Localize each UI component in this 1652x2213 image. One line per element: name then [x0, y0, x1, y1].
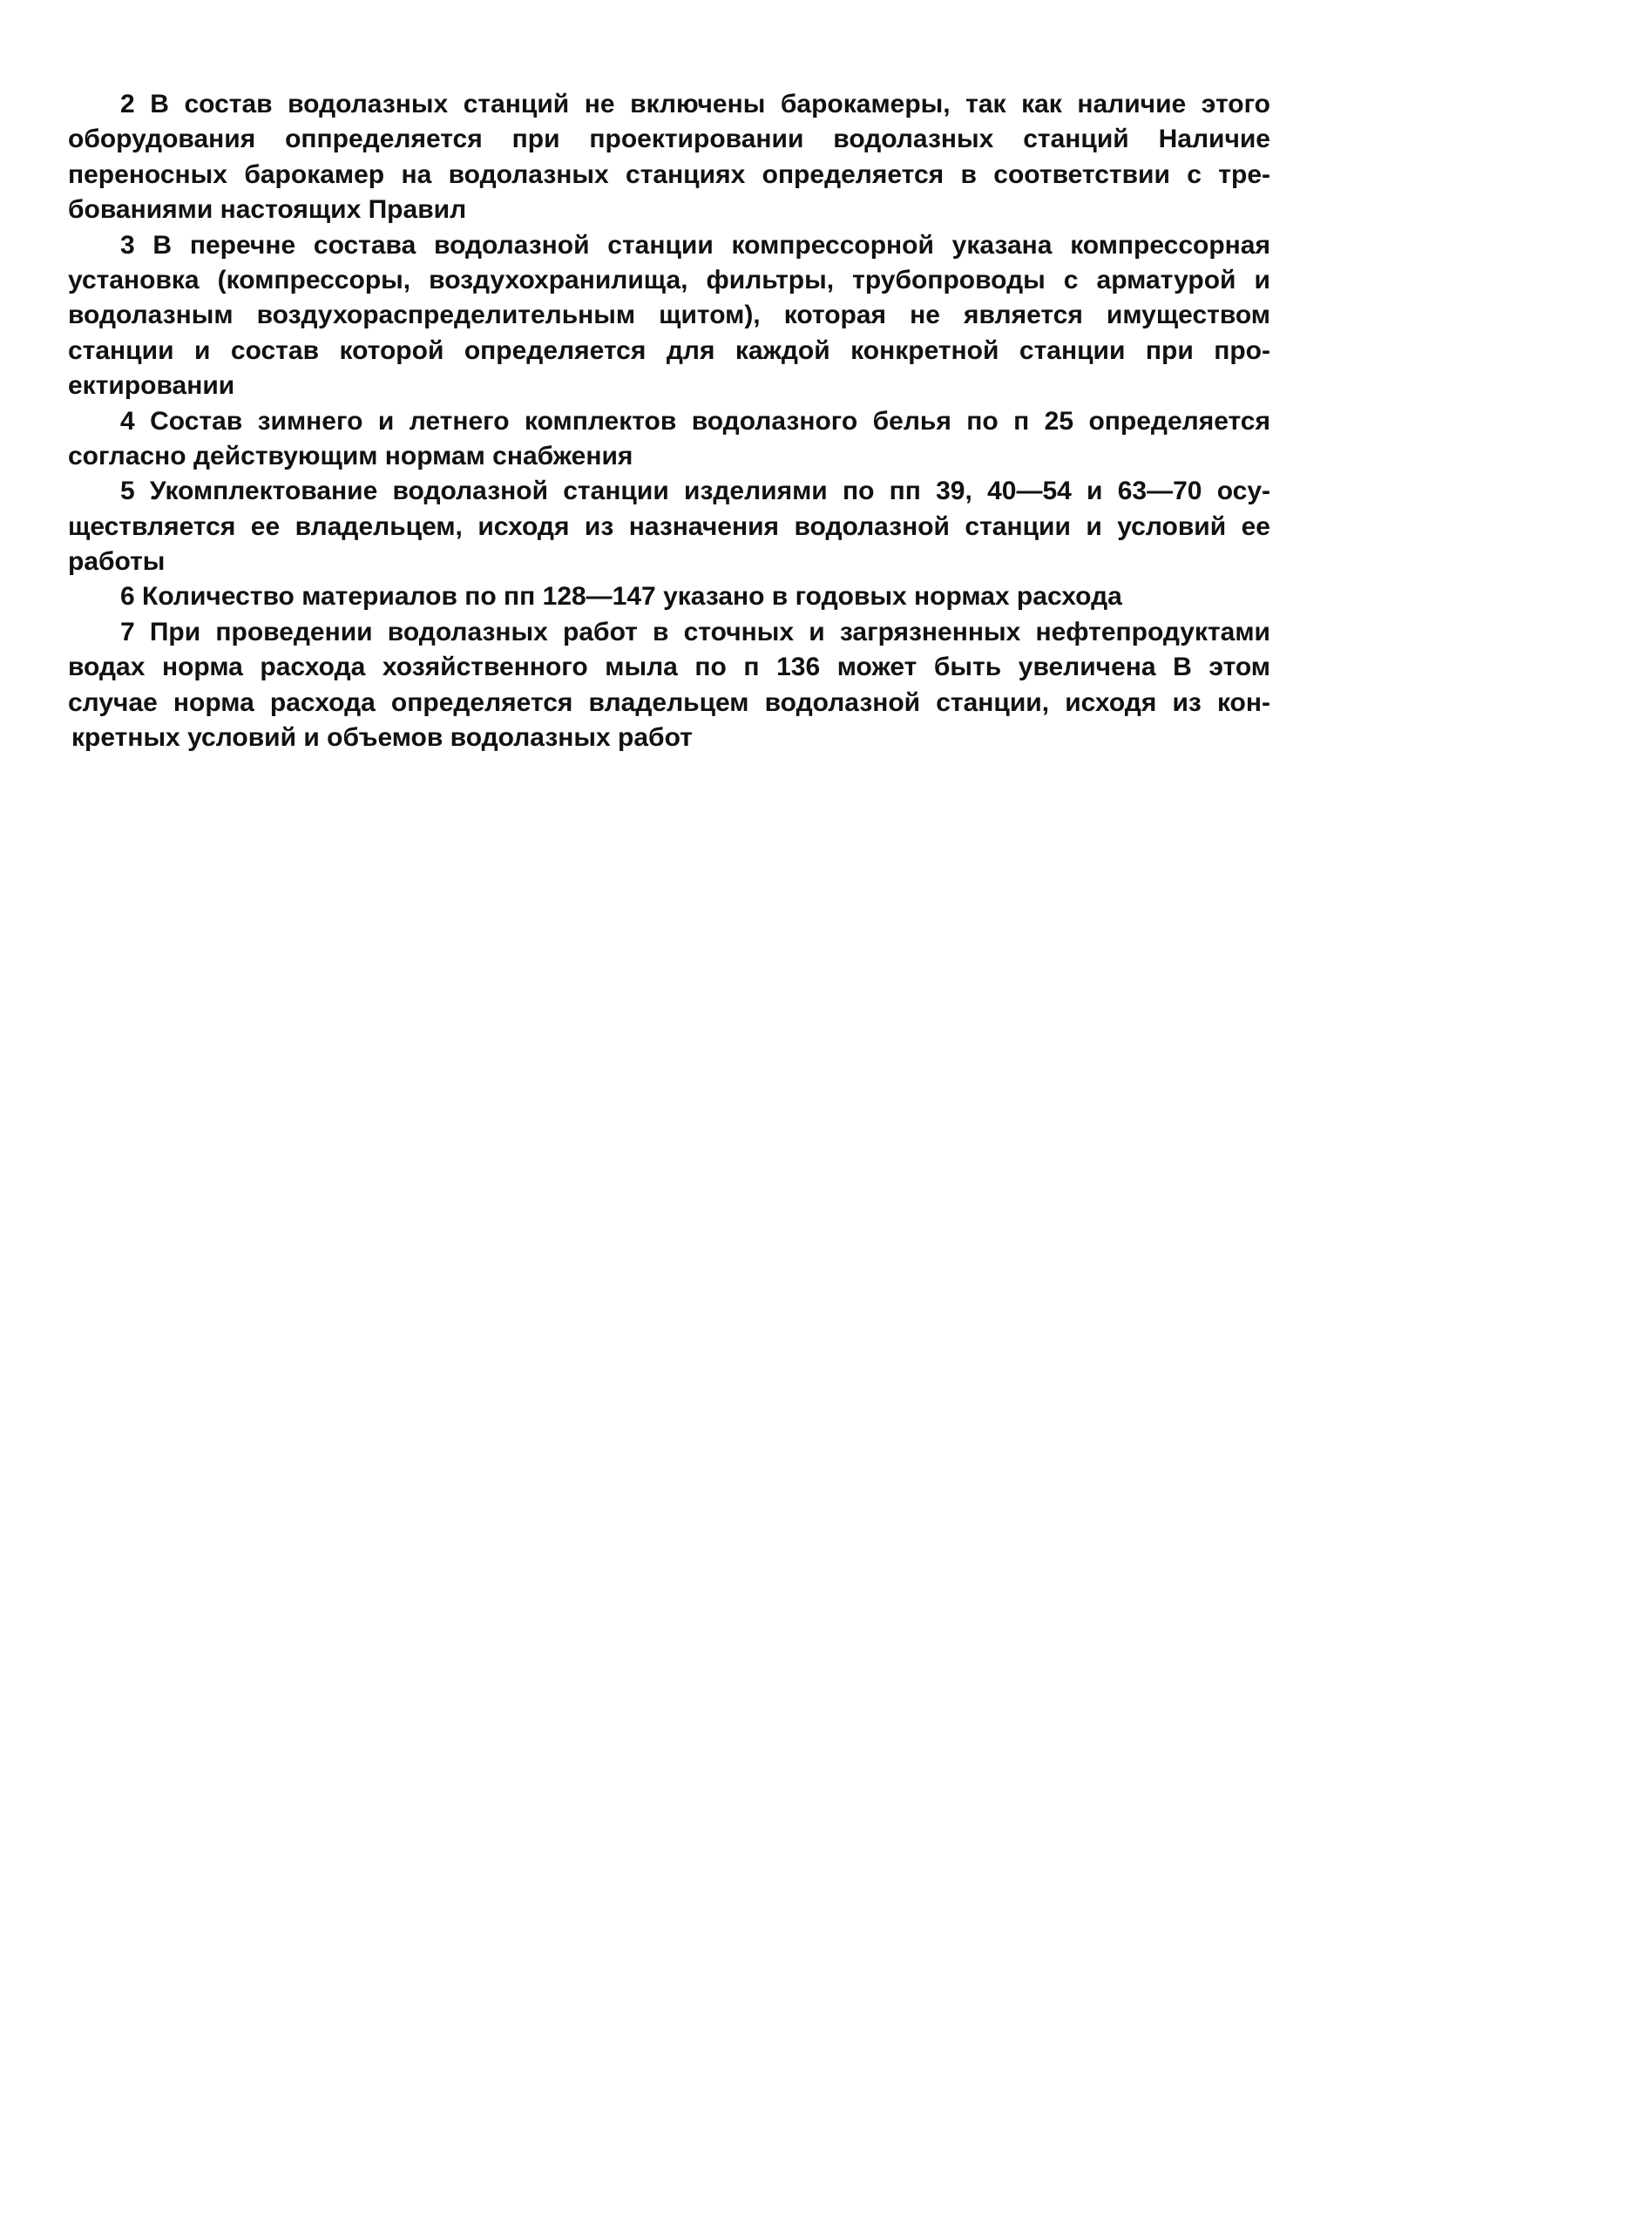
- note-line: кретных условий и объемов водолазных работ: [71, 723, 693, 753]
- note-line: водах норма расхода хозяйственного мыла по п 136 может быть увеличена В этом: [68, 653, 1270, 682]
- note-4: [68, 404, 1270, 475]
- note-3: [68, 228, 1270, 404]
- note-line: случае норма расхода определяется владельцем водолазной станции, исходя из кон-: [68, 687, 1270, 717]
- note-line: ектировании: [68, 371, 235, 401]
- note-line: бованиями настоящих Правил: [68, 195, 467, 225]
- note-line: водолазным воздухораспределительным щитом), которая не является имуществом: [68, 301, 1270, 330]
- note-line: 5 Укомплектование водолазной станции изделиями по пп 39, 40—54 и 63—70 осу-: [120, 477, 1270, 506]
- note-line: переносных барокамер на водолазных станциях определяется в соответствии с тре-: [68, 159, 1270, 189]
- note-line: 2 В состав водолазных станций не включены барокамеры, так как наличие этого: [120, 90, 1270, 118]
- note-line: ществляется ее владельцем, исходя из назначения водолазной станции и условий ее: [68, 511, 1270, 541]
- note-line: 4 Состав зимнего и летнего комплектов водолазного белья по п 25 определяется: [120, 406, 1270, 436]
- note-line: работы: [68, 547, 166, 577]
- note-line: оборудования оппределяется при проектировании водолазных станций Наличие: [68, 125, 1270, 154]
- note-line: согласно действующим нормам снабжения: [68, 441, 633, 470]
- note-line: 3 В перечне состава водолазной станции компрессорной указана компрессорная: [120, 230, 1270, 260]
- notes-document: [68, 87, 1270, 755]
- note-line: станции и состав которой определяется для каждой конкретной станции при про-: [68, 335, 1270, 365]
- note-6: [68, 579, 1270, 614]
- note-line: установка (компрессоры, воздухохранилища, фильтры, трубопроводы с арматурой и: [68, 265, 1270, 294]
- note-5: [68, 474, 1270, 579]
- note-line: 6 Количество материалов по пп 128—147 указано в годовых нормах расхода: [120, 582, 1122, 612]
- note-line: 7 При проведении водолазных работ в сточных и загрязненных нефтепродуктами: [120, 617, 1270, 646]
- note-7: [68, 615, 1270, 756]
- note-2: [68, 87, 1270, 228]
